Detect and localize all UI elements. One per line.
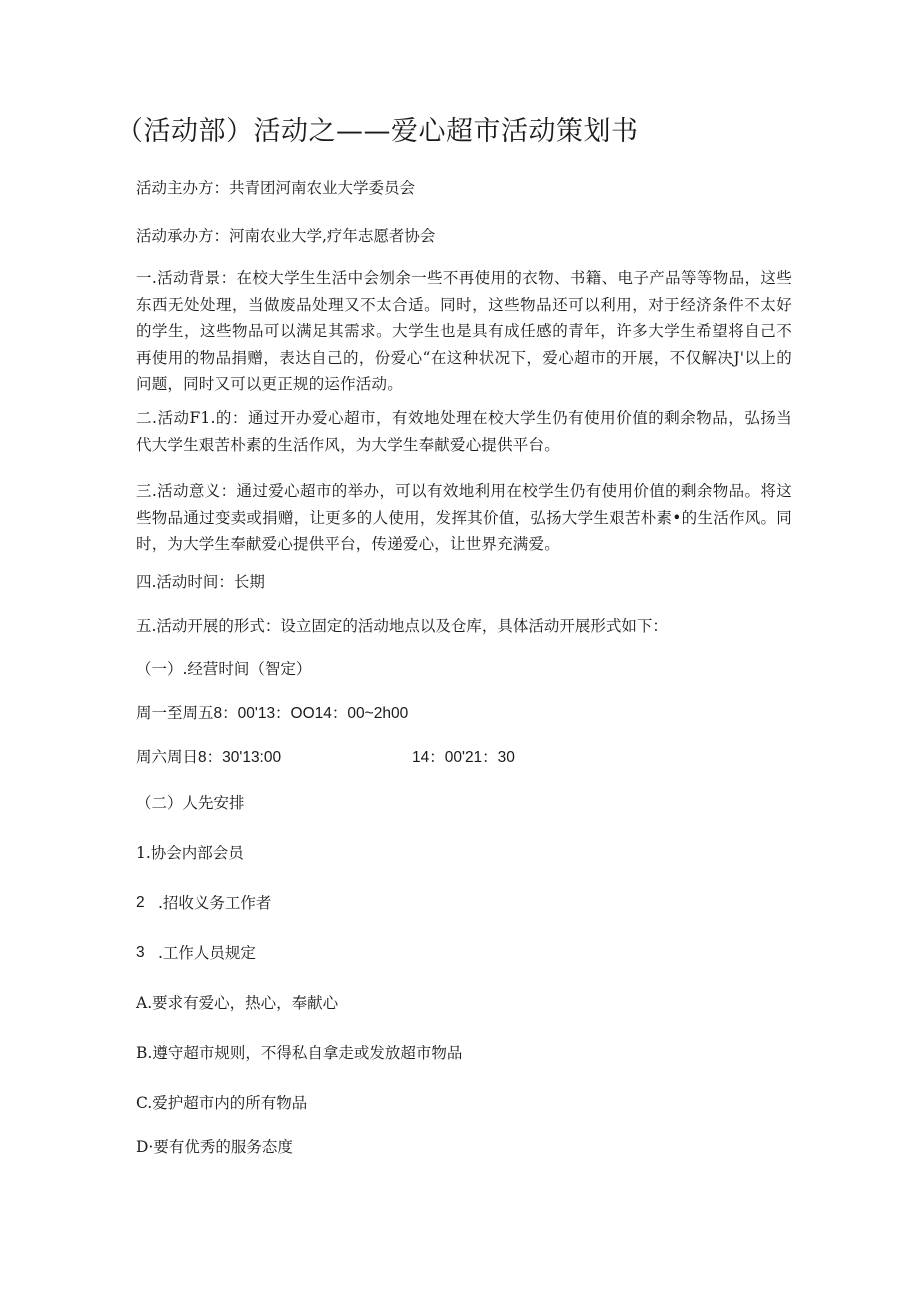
staff-item-2: .招收义务工作者 xyxy=(158,894,272,912)
significance-paragraph: 三.活动意义：通过爱心超市的举办，可以有效地利用在校学生仍有使用价值的剩余物品。将这些物品通过变卖或捐赠，让更多的人使用，发挥其价值，弘扬大学生艰苦朴素•的生活作风。同时，为大学生奉献爱心提供平台，传递爱心，让世界充满爱。 xyxy=(136,482,792,553)
time-line: 四.活动时间：长期 xyxy=(136,573,265,591)
document-title: （活动部）活动之——爱心超市活动策划书 xyxy=(116,116,639,147)
staff-item-3: .工作人员规定 xyxy=(158,944,256,962)
rule-a: A.要求有爱心，热心，奉献心 xyxy=(136,994,339,1012)
staff-heading: （二）人先安排 xyxy=(136,794,245,812)
staff-item-1: 1.协会内部会员 xyxy=(136,844,244,862)
rule-d: D·要有优秀的服务态度 xyxy=(136,1138,293,1156)
form-line: 五.活动开展的形式：设立固定的活动地点以及仓库，具体活动开展形式如下： xyxy=(136,617,668,635)
hours-weekend-afternoon: 14：00'21：30 xyxy=(412,749,515,766)
staff-item-2-number: 2 xyxy=(136,894,145,911)
hours-weekday: 周一至周五8：00'13：OO14：00~2h00 xyxy=(136,705,409,722)
rule-c: C.爱护超市内的所有物品 xyxy=(136,1094,308,1112)
hours-heading: （一）.经营时间（智定） xyxy=(136,660,312,678)
purpose-paragraph: 二.活动F1.的：通过开办爱心超市，有效地处理在校大学生仍有使用价值的剩余物品，弘扬当代大学生艰苦朴素的生活作风，为大学生奉献爱心提供平台。 xyxy=(136,409,792,454)
rule-b: B.遵守超市规则，不得私自拿走或发放超市物品 xyxy=(136,1044,463,1062)
background-paragraph: 一.活动背景：在校大学生生活中会刎余一些不再使用的衣物、书籍、电子产品等等物品，这些东西无处处理，当做废品处理又不太合适。同时，这些物品还可以利用，对于经济条件不太好的学生，这些物品可以满足其需求。大学生也是具有成任感的青年，许多大学生希望将自己不再使用的物品捐赠，表达自己的，份爱心“在这种状况下，爱心超市的开展，不仅解决J'以上的问题，同时又可以更正规的运作活动。 xyxy=(136,269,792,393)
coorganizer-line: 活动承办方：河南农业大学,疗年志愿者协会 xyxy=(136,227,436,245)
hours-weekend-morning: 周六周日8：30'13:00 xyxy=(136,749,282,766)
organizer-line: 活动主办方：共青团河南农业大学委员会 xyxy=(136,179,416,197)
staff-item-3-number: 3 xyxy=(136,944,145,961)
